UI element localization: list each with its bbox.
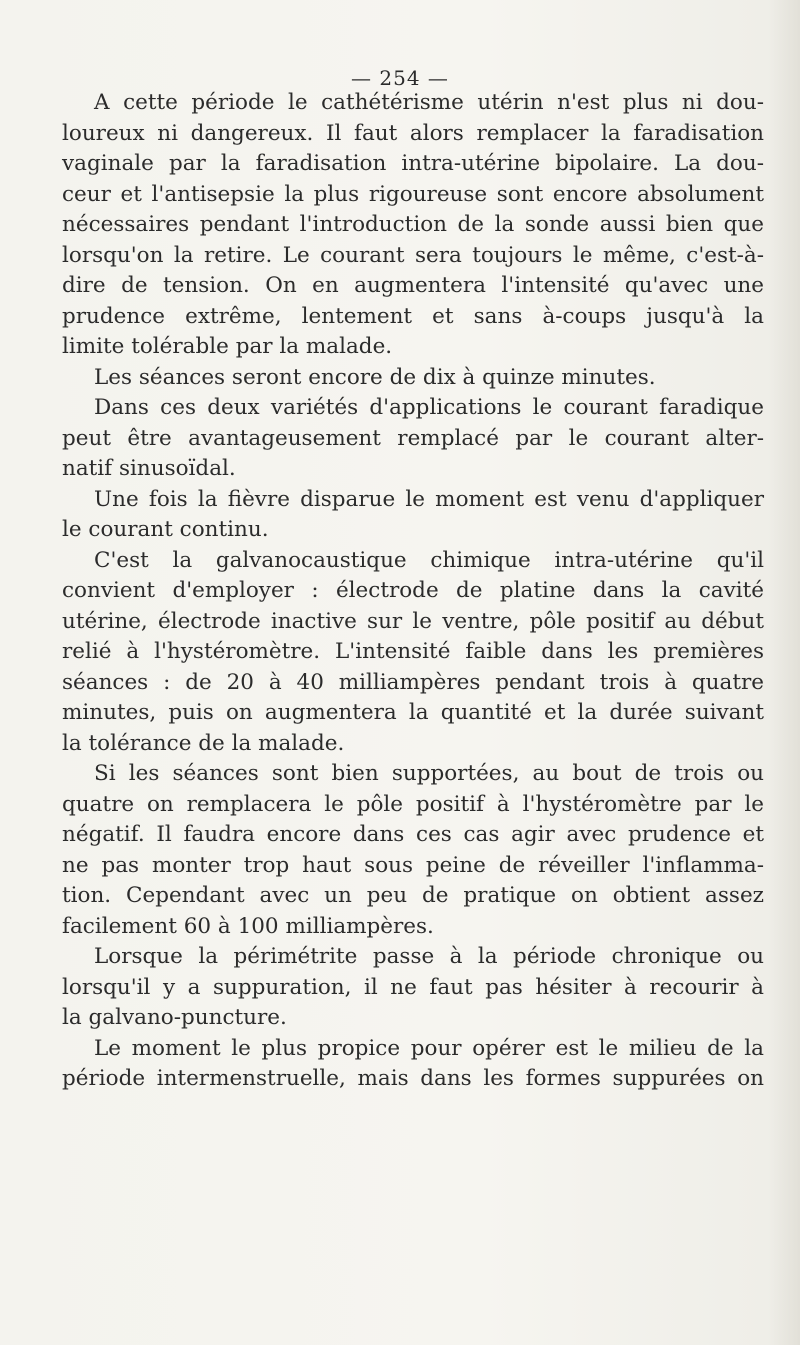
text-line: négatif. Il faudra encore dans ces cas agir avec prudence et — [62, 822, 764, 847]
text-line: minutes, puis on augmentera la quantité et la durée suivant — [62, 700, 764, 725]
text-line: A cette période le cathétérisme utérin n'est plus ni dou- — [94, 90, 764, 115]
text-line: Dans ces deux variétés d'applications le courant faradique — [94, 395, 764, 420]
text-line: natif sinusoïdal. — [62, 456, 236, 481]
text-line: ceur et l'antisepsie la plus rigoureuse sont encore absolument — [62, 181, 764, 207]
text-line: période intermenstruelle, mais dans les formes suppurées on — [62, 1066, 764, 1091]
text-line: Si les séances sont bien supportées, au bout de trois ou — [94, 761, 764, 786]
text-line: vaginale par la faradisation intra-utérine bipolaire. La dou- — [62, 151, 764, 176]
text-line: dire de tension. On en augmentera l'intensité qu'avec une — [62, 273, 764, 298]
text-line: Lorsque la périmétrite passe à la période chronique ou — [94, 944, 764, 969]
text-line: Une fois la fièvre disparue le moment est venu d'appliquer — [94, 486, 764, 512]
text-line: limite tolérable par la malade. — [62, 334, 393, 359]
text-line: nécessaires pendant l'introduction de la sonde aussi bien que — [62, 212, 764, 237]
text-line: lorsqu'il y a suppuration, il ne faut pas hésiter à recourir à — [62, 974, 764, 1000]
text-line: la tolérance de la malade. — [62, 730, 345, 756]
text-line: Le moment le plus propice pour opérer est le milieu de la — [94, 1035, 764, 1061]
text-line: facilement 60 à 100 milliampères. — [62, 913, 434, 939]
text-line: loureux ni dangereux. Il faut alors remplacer la faradisation — [62, 120, 764, 146]
text-line: lorsqu'on la retire. Le courant sera toujours le même, c'est-à- — [62, 242, 764, 268]
body-text — [62, 88, 764, 1095]
text-line: séances : de 20 à 40 milliampères pendant trois à quatre — [62, 669, 764, 695]
text-line: quatre on remplacera le pôle positif à l'hystéromètre par le — [62, 791, 764, 817]
text-line: utérine, électrode inactive sur le ventre, pôle positif au début — [62, 608, 764, 634]
text-line: Les séances seront encore de dix à quinze minutes. — [94, 364, 656, 390]
text-line: tion. Cependant avec un peu de pratique on obtient assez — [62, 883, 764, 908]
text-line: relié à l'hystéromètre. L'intensité faible dans les premières — [62, 639, 764, 664]
text-line: peut être avantageusement remplacé par le courant alter- — [62, 425, 764, 451]
text-line: C'est la galvanocaustique chimique intra-utérine qu'il — [94, 547, 764, 573]
text-line: la galvano-puncture. — [62, 1005, 287, 1030]
text-line: prudence extrême, lentement et sans à-coups jusqu'à la — [62, 303, 764, 329]
page-number: — 254 — — [351, 66, 449, 90]
text-line: convient d'employer : électrode de platine dans la cavité — [62, 578, 764, 603]
text-line: le courant continu. — [62, 517, 269, 542]
text-line: ne pas monter trop haut sous peine de réveiller l'inflamma- — [62, 852, 764, 878]
